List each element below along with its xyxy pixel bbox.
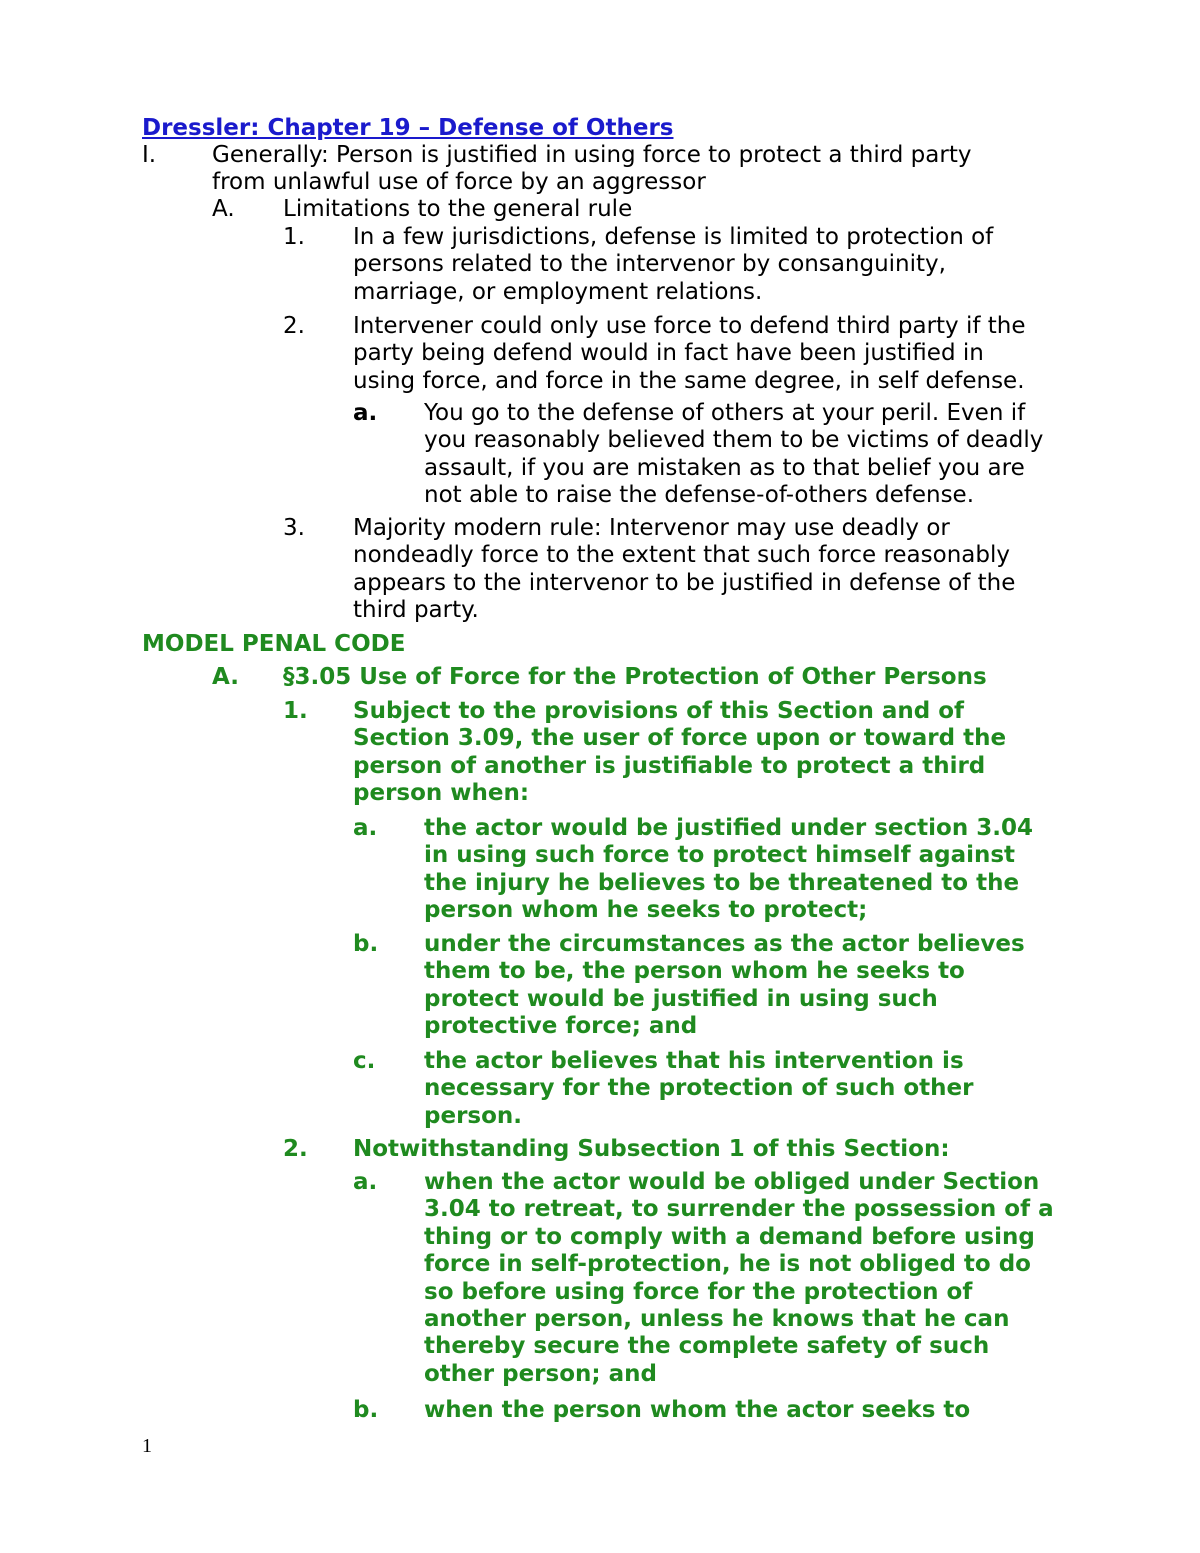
outline-text-line: Generally: Person is justified in using force to protect a third party bbox=[212, 142, 972, 168]
outline-text-line: person. bbox=[424, 1102, 523, 1129]
outline-text-line: the actor would be justified under section 3.04 bbox=[424, 815, 1033, 841]
outline-text-line: protective force; and bbox=[424, 1013, 698, 1040]
outline-text-line: using force, and force in the same degree, in self defense. bbox=[353, 367, 1025, 394]
outline-text-line: 3.04 to retreat, to surrender the possession of a bbox=[424, 1196, 1054, 1223]
outline-text-line: Notwithstanding Subsection 1 of this Section: bbox=[353, 1136, 950, 1162]
outline-text-line: not able to raise the defense-of-others defense. bbox=[424, 482, 975, 509]
outline-text-line: You go to the defense of others at your peril. Even if bbox=[424, 400, 1026, 426]
outline-text-line: when the person whom the actor seeks to bbox=[424, 1397, 971, 1423]
outline-text-line: person when: bbox=[353, 780, 530, 807]
outline-text-line: person of another is justifiable to protect a third bbox=[353, 752, 986, 779]
outline-text-line: other person; and bbox=[424, 1360, 657, 1387]
outline-marker: I. bbox=[142, 142, 157, 168]
outline-text-line: from unlawful use of force by an aggressor bbox=[212, 169, 706, 196]
outline-text-line: necessary for the protection of such other bbox=[424, 1075, 974, 1102]
outline-marker: 2. bbox=[283, 1136, 308, 1162]
outline-marker: 2. bbox=[283, 313, 305, 339]
outline-marker: b. bbox=[353, 931, 379, 957]
outline-text-line: another person, unless he knows that he can bbox=[424, 1306, 1010, 1332]
outline-marker: A. bbox=[212, 664, 239, 690]
document-title: Dressler: Chapter 19 – Defense of Others bbox=[142, 115, 674, 141]
outline-text-line: the injury he believes to be threatened to the bbox=[424, 869, 1020, 896]
outline-text-line: Limitations to the general rule bbox=[283, 196, 633, 222]
outline-text-line: you reasonably believed them to be victims of deadly bbox=[424, 427, 1044, 454]
outline-text-line: assault, if you are mistaken as to that belief you are bbox=[424, 454, 1025, 481]
outline-marker: c. bbox=[353, 1048, 376, 1074]
outline-text-line: party being defend would in fact have been justified in bbox=[353, 340, 984, 367]
outline-text-line: thereby secure the complete safety of such bbox=[424, 1333, 990, 1360]
outline-marker: b. bbox=[353, 1397, 379, 1423]
outline-text-line: persons related to the intervenor by consanguinity, bbox=[353, 251, 946, 278]
outline-text-line: Section 3.09, the user of force upon or toward the bbox=[353, 725, 1007, 752]
page-number: 1 bbox=[142, 1435, 152, 1457]
outline-marker: 1. bbox=[283, 224, 305, 250]
outline-text-line: In a few jurisdictions, defense is limited to protection of bbox=[353, 224, 994, 250]
outline-text-line: MODEL PENAL CODE bbox=[142, 631, 406, 657]
outline-text-line: protect would be justified in using such bbox=[424, 985, 938, 1012]
outline-text-line: force in self-protection, he is not obliged to do bbox=[424, 1251, 1031, 1278]
outline-marker: a. bbox=[353, 815, 378, 841]
outline-text-line: nondeadly force to the extent that such force reasonably bbox=[353, 542, 1010, 569]
outline-text-line: in using such force to protect himself against bbox=[424, 842, 1016, 869]
outline-text-line: §3.05 Use of Force for the Protection of Other Persons bbox=[283, 664, 987, 690]
outline-marker: A. bbox=[212, 196, 235, 222]
outline-text-line: appears to the intervenor to be justified in defense of the bbox=[353, 569, 1016, 596]
outline-text-line: thing or to comply with a demand before using bbox=[424, 1223, 1035, 1250]
outline-text-line: so before using force for the protection of bbox=[424, 1278, 973, 1305]
outline-text-line: Subject to the provisions of this Section and of bbox=[353, 698, 965, 724]
outline-text-line: third party. bbox=[353, 597, 479, 624]
outline-text-line: Majority modern rule: Intervenor may use deadly or bbox=[353, 515, 950, 541]
outline-text-line: the actor believes that his intervention is bbox=[424, 1048, 964, 1074]
outline-marker: a. bbox=[353, 1169, 378, 1195]
outline-text-line: when the actor would be obliged under Section bbox=[424, 1169, 1040, 1195]
outline-text-line: person whom he seeks to protect; bbox=[424, 897, 868, 924]
outline-text-line: them to be, the person whom he seeks to bbox=[424, 958, 965, 985]
outline-text-line: marriage, or employment relations. bbox=[353, 278, 763, 305]
outline-text-line: Intervener could only use force to defend third party if the bbox=[353, 313, 1026, 339]
outline-text-line: under the circumstances as the actor believes bbox=[424, 931, 1025, 957]
outline-marker: a. bbox=[353, 400, 378, 426]
outline-marker: 3. bbox=[283, 515, 305, 541]
outline-marker: 1. bbox=[283, 698, 308, 724]
